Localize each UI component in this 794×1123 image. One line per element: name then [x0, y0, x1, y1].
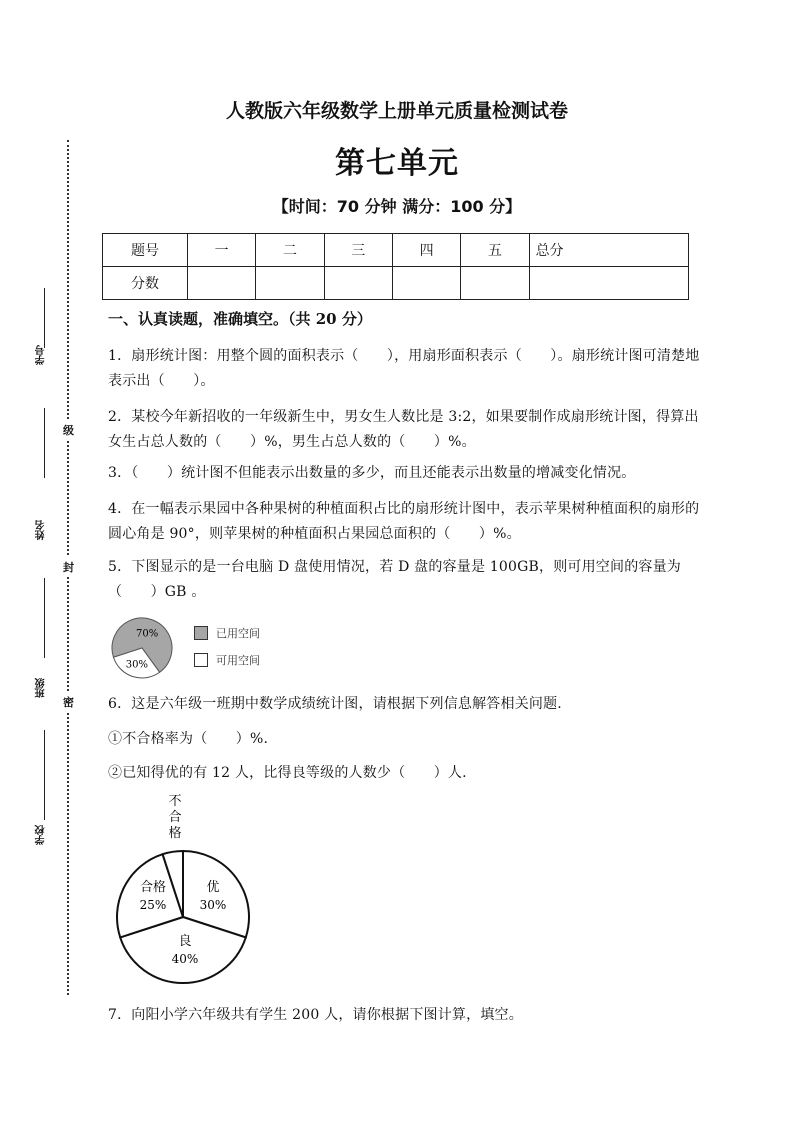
used-space-legend-label: 已用空间 [216, 627, 260, 640]
student-id-label: 学号 [36, 345, 47, 365]
section-heading: 一、认真读题，准确填空。（共 20 分） [108, 310, 372, 328]
table-header-cell: 三 [324, 234, 392, 267]
question-6: 6．这是六年级一班期中数学成绩统计图，请根据下列信息解答相关问题. [108, 696, 562, 712]
unit-title: 第七单元 [335, 146, 459, 181]
free-space-legend-label: 可用空间 [216, 654, 260, 667]
used-space-legend-swatch [194, 626, 208, 640]
excellent-label: 优 [206, 880, 220, 895]
table-header-cell: 总分 [529, 234, 688, 267]
question-2: 2．某校今年新招收的一年级新生中，男女生人数比是 3:2，如果要制作成扇形统计图，得算出女生占总人数的（ ）%，男生占总人数的（ ）%。 [108, 409, 699, 450]
used-space-percent: 70% [135, 628, 159, 640]
score-cell[interactable] [529, 267, 688, 300]
question-6-part-2: ②已知得优的有 12 人，比得良等级的人数少（ ）人. [108, 765, 467, 781]
fail-label-char-3: 格 [168, 826, 182, 841]
score-cell[interactable] [392, 267, 460, 300]
score-table-score-row [103, 267, 689, 300]
class-label: 班级 [36, 678, 47, 698]
score-table-header-row [103, 234, 689, 267]
pass-label: 合格 [139, 880, 167, 895]
table-header-cell: 四 [392, 234, 460, 267]
table-header-cell: 五 [461, 234, 529, 267]
name-line [44, 578, 45, 658]
exam-title: 人教版六年级数学上册单元质量检测试卷 [225, 100, 568, 122]
score-cell[interactable] [324, 267, 392, 300]
pass-percent: 25% [139, 898, 167, 912]
score-cell[interactable] [256, 267, 324, 300]
question-5: 5．下图显示的是一台电脑 D 盘使用情况，若 D 盘的容量是 100GB，则可用空间的容量为（ ）GB 。 [108, 559, 681, 600]
table-header-cell: 二 [256, 234, 324, 267]
free-space-percent: 30% [125, 659, 149, 671]
question-4: 4．在一幅表示果园中各种果树的种植面积占比的扇形统计图中，表示苹果树种植面积的扇形的圆心角是 90°，则苹果树的种植面积占果园总面积的（ ）%。 [108, 501, 700, 542]
seal-char-feng: 封 [63, 557, 74, 577]
free-space-legend-swatch [194, 653, 208, 667]
table-header-cell: 一 [188, 234, 256, 267]
question-6-part-1: ①不合格率为（ ）%. [108, 731, 269, 747]
table-header-cell: 题号 [103, 234, 188, 267]
score-cell[interactable] [188, 267, 256, 300]
name-label: 姓名 [36, 520, 47, 540]
fail-label-char-1: 不 [168, 794, 182, 809]
question-3: 3．（ ）统计图不但能表示出数量的多少，而且还能表示出数量的增减变化情况。 [108, 465, 636, 481]
fail-label-char-2: 合 [168, 810, 182, 825]
score-cell[interactable] [461, 267, 529, 300]
school-line [44, 730, 45, 820]
seal-char-mi: 密 [63, 692, 74, 712]
question-7: 7．向阳小学六年级共有学生 200 人，请你根据下图计算，填空。 [108, 1007, 523, 1023]
question-1: 1．扇形统计图：用整个圆的面积表示（ ），用扇形面积表示（ ）。扇形统计图可清楚地表示出（ ）。 [108, 348, 700, 389]
class-line [44, 408, 45, 478]
school-label: 学校 [36, 825, 47, 845]
good-percent: 40% [171, 952, 199, 966]
student-id-line [44, 288, 45, 348]
good-label: 良 [178, 934, 192, 949]
grade-pie-chart [105, 790, 265, 990]
score-table [102, 233, 689, 300]
disk-usage-pie-chart [106, 612, 178, 684]
excellent-percent: 30% [199, 898, 227, 912]
time-info: 【时间：70 分钟 满分：100 分】 [272, 197, 522, 216]
seal-char-ji: 级 [63, 420, 74, 440]
score-row-label: 分数 [103, 267, 188, 300]
